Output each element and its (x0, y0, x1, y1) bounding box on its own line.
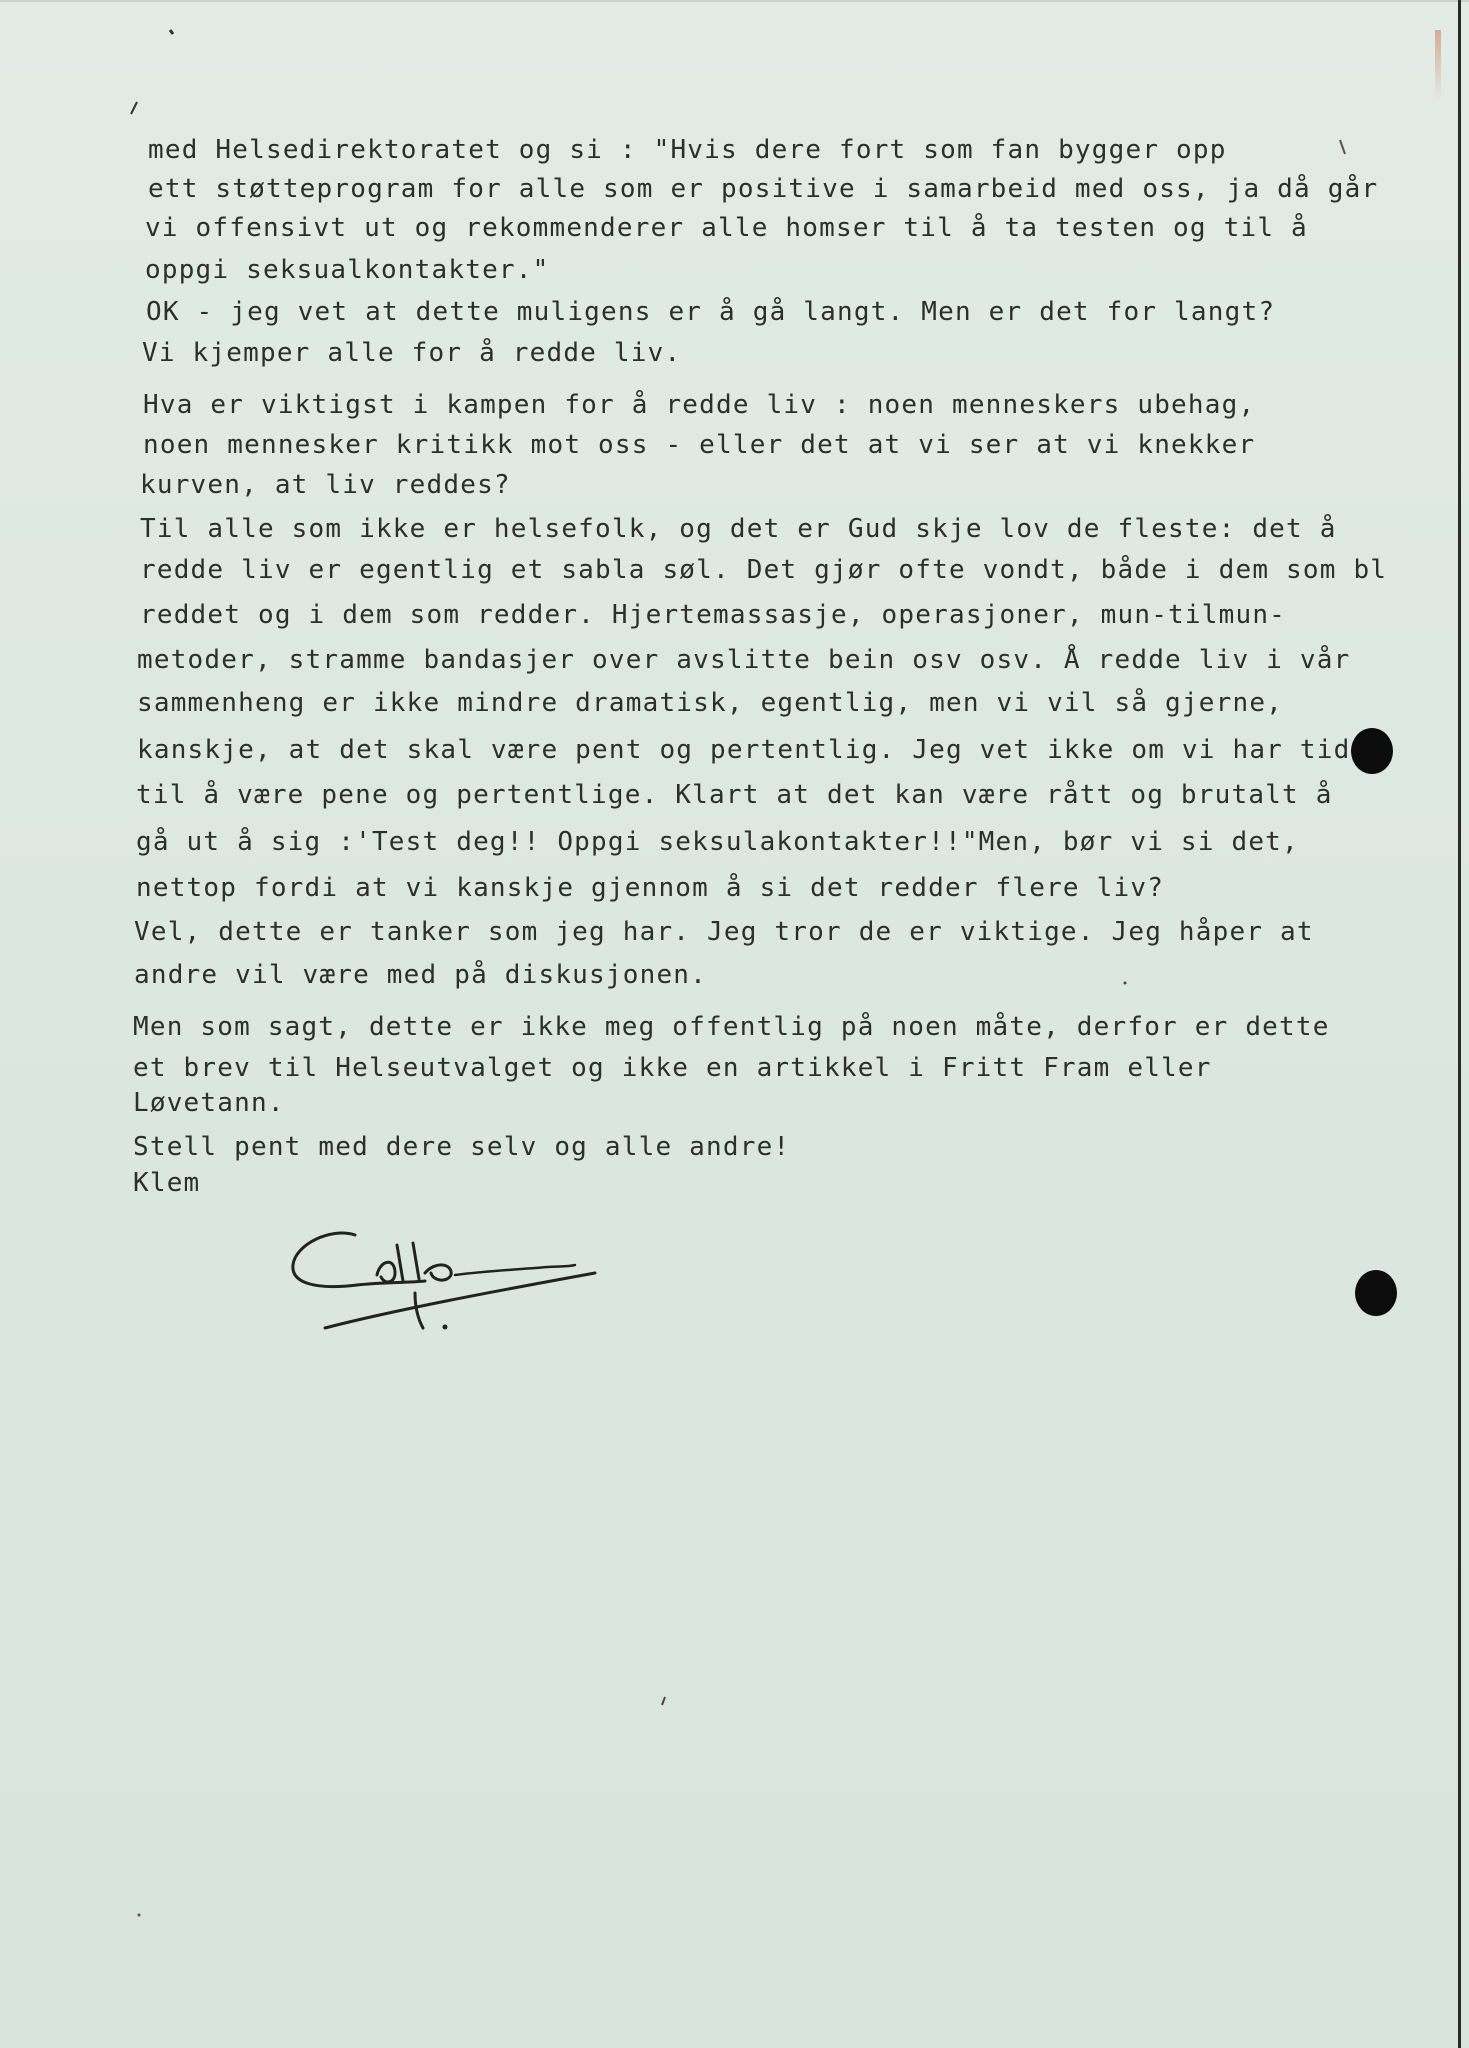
punch-hole-lower (1355, 1270, 1397, 1316)
letter-line-6: Vi kjemper alle for å redde liv. (142, 338, 682, 368)
letter-line-5: OK - jeg vet at dette muligens er å gå langt. Men er det for langt? (146, 297, 1276, 327)
letter-line-21: Men som sagt, dette er ikke meg offentlig på noen måte, derfor er dette (133, 1012, 1330, 1042)
handwritten-signature (285, 1215, 615, 1345)
letter-line-14: sammenheng er ikke mindre dramatisk, egentlig, men vi vil så gjerne, (137, 688, 1284, 718)
letter-line-3: vi offensivt ut og rekommenderer alle homser til å ta testen og til å (145, 213, 1308, 243)
letter-line-24: Stell pent med dere selv og alle andre! (133, 1132, 791, 1162)
letter-line-18: nettop fordi at vi kanskje gjennom å si det redder flere liv? (136, 873, 1165, 903)
letter-line-23: Løvetann. (133, 1088, 285, 1118)
letter-line-10: Til alle som ikke er helsefolk, og det er Gud skje lov de fleste: det å (140, 514, 1337, 544)
letter-line-12: reddet og i dem som redder. Hjertemassasje, operasjoner, mun-tilmun- (140, 600, 1287, 630)
letter-line-9: kurven, at liv reddes? (140, 470, 511, 500)
letter-line-17: gå ut å sig :'Test deg!! Oppgi seksulakontakter!!"Men, bør vi si det, (136, 827, 1299, 857)
letter-line-25: Klem (133, 1168, 201, 1198)
letter-line-13: metoder, stramme bandasjer over avslitte bein osv osv. Å redde liv i vår (137, 645, 1351, 675)
letter-line-11: redde liv er egentlig et sabla søl. Det gjør ofte vondt, både i dem som bl (140, 555, 1388, 585)
letter-line-7: Hva er viktigst i kampen for å redde liv : noen menneskers ubehag, (143, 390, 1256, 420)
punch-hole-upper (1351, 728, 1393, 774)
letter-line-20: andre vil være med på diskusjonen. (134, 960, 708, 990)
letter-line-8: noen mennesker kritikk mot oss - eller det at vi ser at vi knekker (143, 430, 1256, 460)
letter-line-4: oppgi seksualkontakter." (145, 255, 550, 285)
letter-line-22: et brev til Helseutvalget og ikke en artikkel i Fritt Fram eller (133, 1053, 1212, 1083)
letter-line-1: med Helsedirektoratet og si : "Hvis dere fort som fan bygger opp (148, 135, 1227, 165)
letter-line-15: kanskje, at det skal være pent og pertentlig. Jeg vet ikke om vi har tid (137, 735, 1351, 765)
letter-line-16: til å være pene og pertentlige. Klart at det kan være rått og brutalt å (136, 780, 1333, 810)
letter-line-19: Vel, dette er tanker som jeg har. Jeg tror de er viktige. Jeg håper at (134, 917, 1314, 947)
letter-line-2: ett støtteprogram for alle som er positive i samarbeid med oss, ja då går (148, 174, 1379, 204)
